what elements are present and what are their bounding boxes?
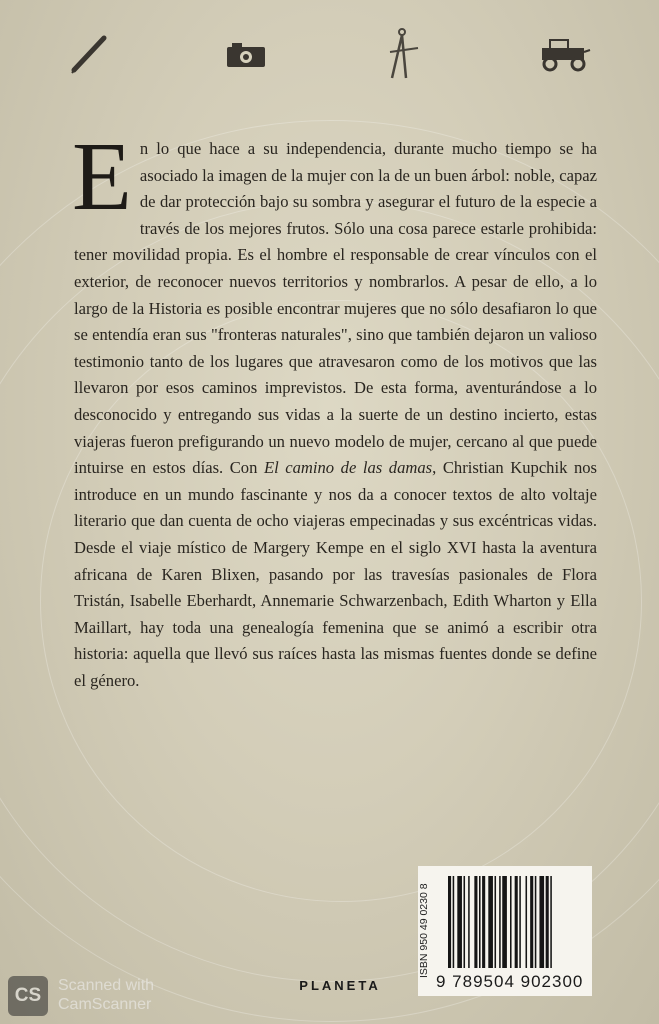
compass-icon <box>386 26 422 82</box>
scanner-watermark <box>8 974 198 1020</box>
barcode-number: 9 789504 902300 <box>436 972 584 991</box>
drop-cap: E <box>72 123 132 231</box>
barcode-bars <box>448 876 588 968</box>
camscanner-logo-icon: CS <box>8 976 48 1016</box>
synopsis-paragraph-part-1: n lo que hace a su independencia, durante mucho tiempo se ha asociado la imagen de la mujer con la de un buen árbol: noble, capaz de dar protección bajo su sombra y asegurar el futuro de la especie a través de los mejores frutos. Sólo una cosa parece estarle prohibida: tener movilidad propia. Es el hombre el responsable de crear vínculos con el exterior, de reconocer nuevos territorios y nombrarlos. A pesar de ello, a lo largo de la Historia es posible encontrar mujeres que no sólo desafiaron lo que se entendía eran sus "fronteras naturales", sino que también dejaron un valioso testimonio tanto de los lugares que atravesaron como de los motivos que las llevaron por esos caminos imprevistos. De esta forma, aventurándose a lo desconocido y entregando sus vidas a la suerte de un destino incierto, estas viajeras fueron prefigurando un nuevo modelo de mujer, cercano al que puede intuirse en estos días. Con <box>74 139 597 478</box>
synopsis-text <box>72 123 597 694</box>
car-icon <box>536 38 592 72</box>
watermark-line-2: CamScanner <box>58 996 152 1013</box>
pen-icon <box>68 32 112 76</box>
isbn-label: ISBN 950 49 0230 8 <box>418 883 430 979</box>
camera-icon <box>226 42 266 68</box>
book-title: El camino de las damas <box>263 458 433 478</box>
watermark-text <box>58 976 154 1014</box>
publisher-logo: PLANETA <box>299 978 381 993</box>
watermark-line-1: Scanned with <box>58 977 155 994</box>
synopsis-paragraph-part-2: , Christian Kupchik nos introduce en un mundo fascinante y nos da a conocer textos de alto voltaje literario que dan cuenta de ocho viajeras empecinadas y sus excéntricas vidas. Desde el viaje místico de Margery Kempe en el siglo XVI hasta la aventura africana de Karen Blixen, pasando por las travesías pasionales de Flora Tristán, Isabelle Eberhardt, Annemarie Schwarzenbach, Edith Wharton y Ella Maillart, hay toda una genealogía femenina que se animó a escribir otra historia: aquella que llevó sus raíces hasta las mismas fuentes donde se define el género. <box>74 458 597 690</box>
